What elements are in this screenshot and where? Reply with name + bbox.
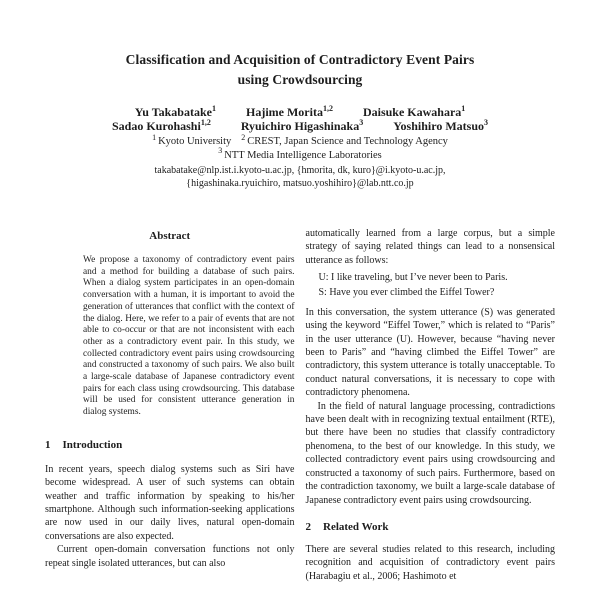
email-line: {higashinaka.ryuichiro, matsuo.yoshihiro}@lab.ntt.co.jp xyxy=(186,178,414,189)
two-column-body xyxy=(0,227,600,583)
affiliation-text: CREST, Japan Science and Technology Agency xyxy=(247,136,448,147)
dialog-line: U: I like traveling, but I’ve never been to Paris. xyxy=(318,272,508,284)
email-line: takabatake@nlp.ist.i.kyoto-u.ac.jp, {hmorita, dk, kuro}@i.kyoto-u.ac.jp, xyxy=(154,165,446,176)
affiliation-line xyxy=(0,132,600,149)
paragraph: In this conversation, the system utterance (S) was generated using the keyword “Eiffel Tower,” which is related to “Paris” in the user utterance (U). However, because “having never been to Paris” and “having climbed the Eiffel Tower” are contradictory, this system utterance is totally unacceptable. To conduct natural conversations, it is necessary to cope with contradictory phenomena. xyxy=(305,306,555,399)
author-row xyxy=(0,105,600,119)
author-affiliation-superscript: 1 xyxy=(461,104,466,113)
author-affiliation-superscript: 1,2 xyxy=(200,118,211,127)
abstract-paragraph: We propose a taxonomy of contradictory event pairs and a method for building a database of such pairs. When a dialog system participates in an open-domain conversation with a human, it is important to avoid the generation of utterances that conflict with the context of the dialog. Here, we refer to a pair of events that are not able to co-occur or that are not inconsistent with each other as a contradictory event pair. In this study, we collected contradictory event pairs using crowdsourcing and constructed a taxonomy of such pairs. We also built a large-scale database of Japanese contradictory event pairs for each class using crowdsourcing. This database will be used for consistent utterance generation in dialog systems. xyxy=(83,255,295,418)
section-title: Introduction xyxy=(62,438,123,451)
author-name: Yu Takabatake xyxy=(134,105,212,119)
section-number: 2 xyxy=(305,520,311,533)
dialog-example xyxy=(319,271,556,301)
affiliation-text: NTT Media Intelligence Laboratories xyxy=(224,149,382,161)
section-heading-related-work xyxy=(306,521,556,534)
affiliation-ntt-media-intelligence-laboratories xyxy=(218,146,382,161)
section-title: Related Work xyxy=(323,520,389,533)
right-column xyxy=(306,227,556,583)
affiliation-superscript: 3 xyxy=(218,146,223,155)
affiliation-text: Kyoto University xyxy=(158,136,232,147)
dialog-line: S: Have you ever climbed the Eiffel Tower? xyxy=(318,287,495,299)
paragraph: In recent years, speech dialog systems such as Siri have become widespread. A user of such systems can obtain weather and traffic information by speaking to his/her smartphone. Although such information-seeking applications are now used in our daily lives, natural open-domain conversations are also expected. xyxy=(45,463,295,542)
author-name: Daisuke Kawahara xyxy=(362,105,462,119)
title-line-2: using Crowdsourcing xyxy=(237,72,363,87)
author-row xyxy=(0,119,600,133)
paper-title xyxy=(0,0,600,90)
author-affiliation-superscript: 3 xyxy=(359,118,364,127)
author-affiliation-superscript: 3 xyxy=(484,118,488,127)
affiliation-superscript: 2 xyxy=(241,132,246,142)
paragraph: Current open-domain conversation functions not only repeat single isolated utterances, but can also xyxy=(45,544,295,569)
author-sadao-kurohashi xyxy=(112,119,211,133)
affiliation-superscript: 1 xyxy=(152,132,157,142)
email-block xyxy=(0,164,600,190)
affiliation-crest-japan-science-and-technology-agency xyxy=(241,132,448,147)
affiliation-block xyxy=(0,132,600,162)
author-yoshihiro-matsuo xyxy=(393,119,488,133)
title-line-1: Classification and Acquisition of Contradictory Event Pairs xyxy=(125,52,475,67)
author-affiliation-superscript: 1 xyxy=(211,104,216,113)
author-daisuke-kawahara xyxy=(363,105,465,119)
paragraph: There are several studies related to this research, including recognition and acquisition of contradictory event pairs (Harabagiu et al., 2006; Hashimoto et xyxy=(305,543,555,582)
author-affiliation-superscript: 1,2 xyxy=(322,104,333,113)
paragraph: In the field of natural language processing, contradictions have been dealt with in recognizing textual entailment (RTE), but there have been no studies that classify contradictory phenomena, to the best of our knowledge. In this study, we collected contradictory event pairs using crowdsourcing and constructed a taxonomy of such pairs. Furthermore, based on the contradiction taxonomy, we built a large-scale database of Japanese contradictory event pairs using crowdsourcing. xyxy=(305,400,555,506)
affiliation-line xyxy=(0,146,600,163)
section-number: 1 xyxy=(45,438,51,451)
author-name: Ryuichiro Higashinaka xyxy=(240,119,360,133)
author-yu-takabatake xyxy=(135,105,216,119)
author-ryuichiro-higashinaka xyxy=(241,119,363,133)
author-block xyxy=(0,105,600,133)
paragraph: automatically learned from a large corpus, but a simple strategy of saying related things can lead to a nonsensical utterance as follows: xyxy=(305,228,555,266)
section-heading-introduction xyxy=(45,439,295,452)
left-column xyxy=(45,227,295,570)
author-name: Sadao Kurohashi xyxy=(111,119,201,133)
abstract-heading: Abstract xyxy=(149,230,191,242)
author-hajime-morita xyxy=(246,105,333,119)
author-name: Hajime Morita xyxy=(245,105,323,119)
author-name: Yoshihiro Matsuo xyxy=(393,119,484,133)
